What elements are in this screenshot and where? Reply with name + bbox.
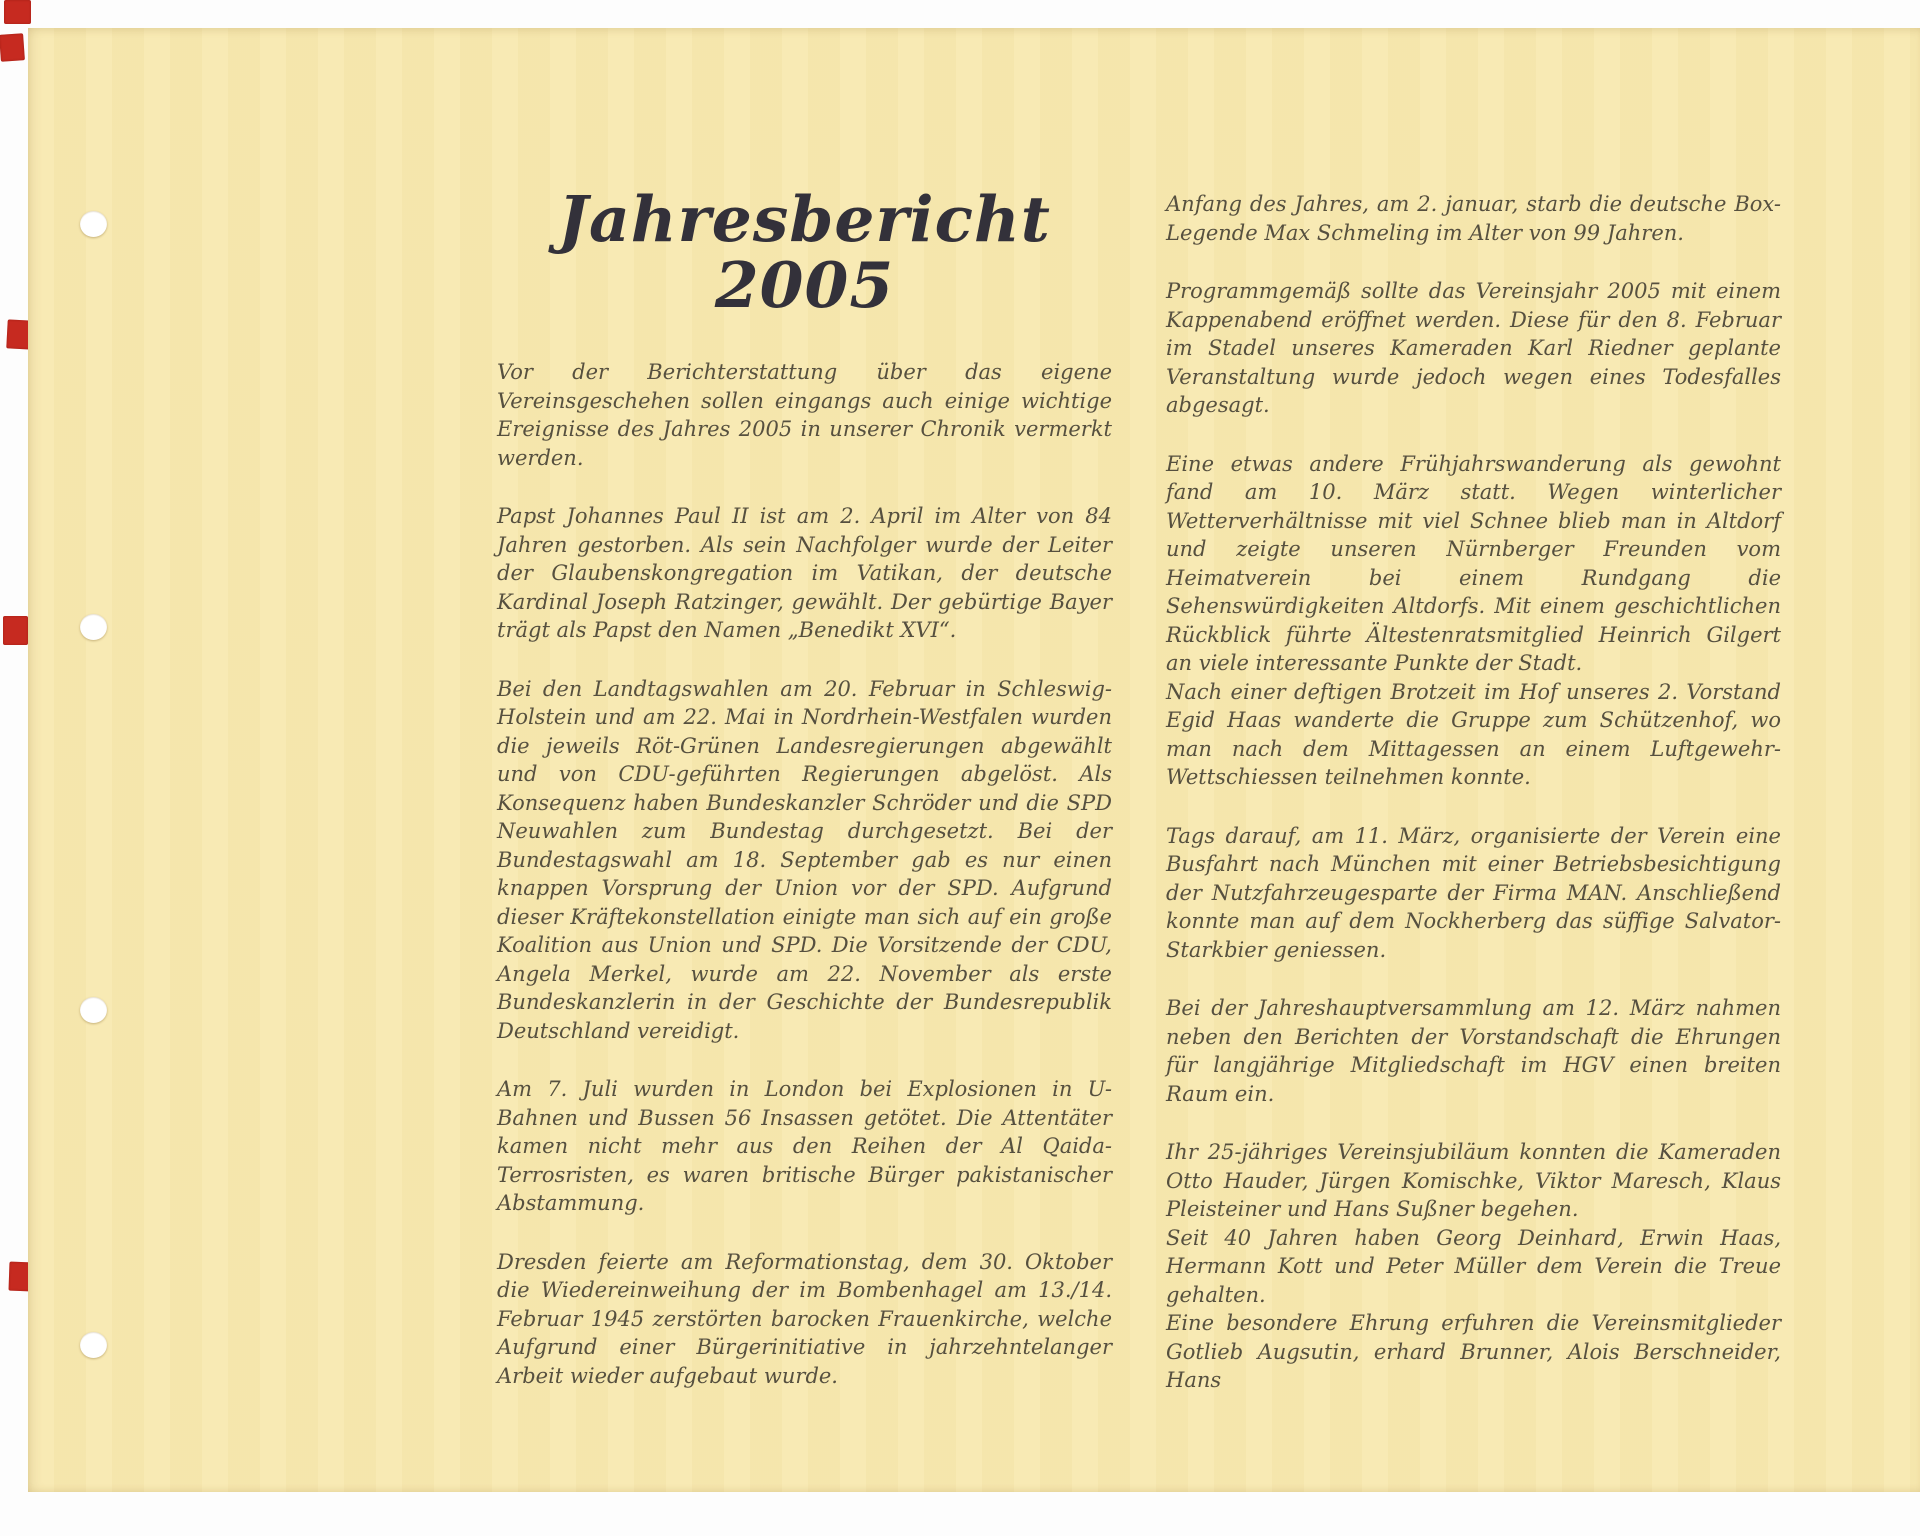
page-title: Jahresbericht 2005 [558, 182, 1051, 323]
right-column [1166, 190, 1781, 1425]
punch-hole [80, 997, 107, 1023]
paper-sheet [28, 28, 1920, 1492]
paragraph: Bei den Landtagswahlen am 20. Februar in Schleswig-Holstein und am 22. Mai in Nordrhein-Westfalen wurden die jeweils Röt-Grünen Landesregierungen abgewählt und von CDU-geführten Regierungen abgelöst. Als Konsequenz haben Bundeskanzler Schröder und die SPD Neuwahlen zum Bundestag durchgesetzt. Bei der Bundestagswahl am 18. September gab es nur einen knappen Vorsprung der Union vor der SPD. Aufgrund dieser Kräftekonstellation einigte man sich auf ein große Koalition aus Union und SPD. Die Vorsitzende der CDU, Angela Merkel, wurde am 22. November als erste Bundeskanzlerin in der Geschichte der Bundesrepublik Deutschland vereidigt. [497, 676, 1112, 1043]
paragraph: Am 7. Juli wurden in London bei Explosionen in U-Bahnen und Bussen 56 Insassen getötet. Die Attentäter kamen nicht mehr aus den Reihen der Al Qaida-Terrosristen, es waren britische Bürger pakistanischer Abstammung. [497, 1077, 1112, 1215]
binder-tab-mark [0, 33, 25, 62]
paragraph: Eine etwas andere Frühjahrswanderung als gewohnt fand am 10. März statt. Wegen winterlicher Wetterverhältnisse mit viel Schnee blieb man in Altdorf und zeigte unseren Nürnberger Freunden vom Heimatverein bei einem Rundgang die Sehenswürdigkeiten Altdorfs. Mit einem geschichtlichen Rückblick führte Ältestenratsmitglied Heinrich Gilgert an viele interessante Punkte der Stadt. Nach einer deftigen Brotzeit im Hof unseres 2. Vorstand Egid Haas wanderte die Gruppe zum Schützenhof, wo man nach dem Mittagessen an einem Luftgewehr-Wettschiessen teilnehmen konnte. [1166, 451, 1781, 789]
punch-hole [80, 1332, 107, 1358]
paragraph: Dresden feierte am Reformationstag, dem 30. Oktober die Wiedereinweihung der im Bombenhagel am 13./14. Februar 1945 zerstörten barocken Frauenkirche, welche Aufgrund einer Bürgerinitiative in jahrzehntelanger Arbeit wieder aufgebaut wurde. [497, 1249, 1112, 1388]
left-column [497, 358, 1112, 1420]
binder-tab-mark [4, 0, 31, 24]
paragraph: Papst Johannes Paul II ist am 2. April im Alter von 84 Jahren gestorben. Als sein Nachfolger wurde der Leiter der Glaubenskongregation im Vatikan, der deutsche Kardinal Joseph Ratzinger, gewählt. Der gebürtige Bayer trägt als Papst den Namen „Benedikt XVI“. [497, 504, 1112, 642]
paragraph: Ihr 25-jähriges Vereinsjubiläum konnten die Kameraden Otto Hauder, Jürgen Komischke, Viktor Maresch, Klaus Pleisteiner und Hans Sußner begehen. Seit 40 Jahren haben Georg Deinhard, Erwin Haas, Hermann Kott und Peter Müller dem Verein die Treue gehalten. Eine besondere Ehrung erfuhren die Vereinsmitglieder Gotlieb Augsutin, erhard Brunner, Alois Berschneider, Hans [1166, 1140, 1781, 1392]
paragraph: Vor der Berichterstattung über das eigene Vereinsgeschehen sollen eingangs auch einige wichtige Ereignisse des Jahres 2005 in unserer Chronik vermerkt werden. [497, 360, 1112, 470]
punch-hole [80, 211, 107, 237]
paragraph: Bei der Jahreshauptversammlung am 12. März nahmen neben den Berichten der Vorstandschaft die Ehrungen für langjährige Mitgliedschaft im HGV einen breiten Raum ein. [1166, 996, 1781, 1106]
paragraph: Tags darauf, am 11. März, organisierte der Verein eine Busfahrt nach München mit einer Betriebsbesichtigung der Nutzfahrzeugesparte der Firma MAN. Anschließend konnte man auf dem Nockherberg das süffige Salvator-Starkbier geniessen. [1166, 823, 1781, 962]
paragraph: Programmgemäß sollte das Vereinsjahr 2005 mit einem Kappenabend eröffnet werden. Diese für den 8. Februar im Stadel unseres Kameraden Karl Riedner geplante Veranstaltung wurde jedoch wegen eines Todesfalles abgesagt. [1166, 279, 1781, 417]
binder-tab-mark [3, 616, 28, 645]
paragraph: Anfang des Jahres, am 2. januar, starb die deutsche Box-Legende Max Schmeling im Alter von 99 Jahren. [1166, 192, 1781, 245]
punch-hole [80, 614, 107, 640]
